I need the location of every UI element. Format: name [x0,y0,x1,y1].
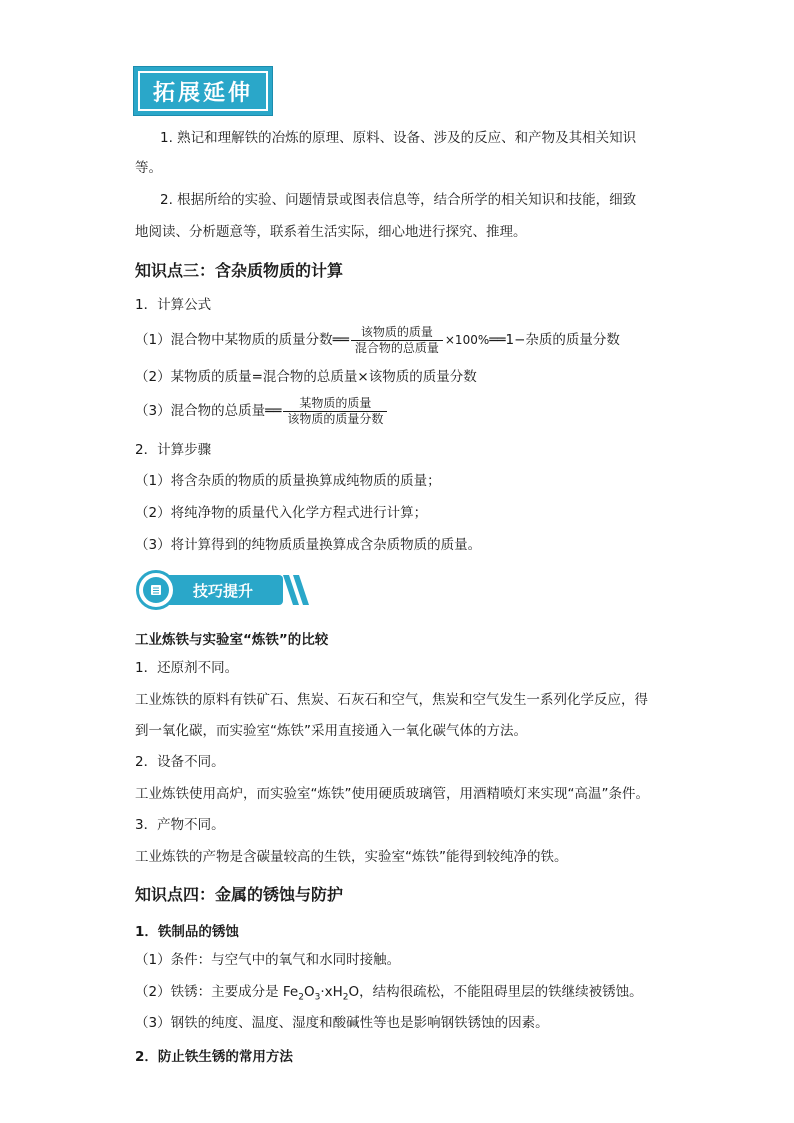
formula-3-denominator: 该物质的质量分数 [283,411,387,427]
skill-circle [136,570,176,610]
compare-point-1-line-2: 到一氧化碳，而实验室“炼铁”采用直接通入一氧化碳气体的方法。 [135,723,527,739]
compare-point-1-title: 1．还原剂不同。 [135,660,239,676]
formula-1-suffix: ×100% [444,333,490,347]
section-banner [133,66,273,116]
rust-composition: （2）铁锈：主要成分是 $Fe_2O_3\cdot xH_2O$，结构很疏松，不能阻碍里层的铁继续被锈蚀。 [135,984,643,1003]
formula-3 [135,395,389,427]
book-icon [143,577,169,603]
intro-item-2-line-2: 地阅读、分析题意等，联系着生活实际，细心地进行探究、推理。 [135,224,527,240]
formula-2: （2）某物质的质量=混合物的总质量×该物质的质量分数 [135,369,477,385]
banner-title: 拓展延伸 [152,79,253,106]
equals-sign: ══ [489,332,506,348]
step-3: （3）将计算得到的纯物质质量换算成含杂质物质的质量。 [135,537,482,553]
skill-banner [133,570,313,610]
compare-point-1-line-1: 工业炼铁的原料有铁矿石、焦炭、石灰石和空气，焦炭和空气发生一系列化学反应，得 [135,692,648,708]
formula-1-prefix: （1）混合物中某物质的质量分数 [135,332,333,348]
skill-label: 技巧提升 [193,582,254,600]
compare-point-3-title: 3．产物不同。 [135,817,225,833]
rust-condition: （1）条件：与空气中的氧气和水同时接触。 [135,952,401,968]
formula-3-prefix: （3）混合物的总质量 [135,403,266,419]
step-2: （2）将纯净物的质量代入化学方程式进行计算； [135,505,428,521]
compare-point-3-line-1: 工业炼铁的产物是含碳量较高的生铁，实验室“炼铁”能得到较纯净的铁。 [135,849,568,865]
formula-1-fraction [351,325,443,356]
steps-title: 2．计算步骤 [135,442,212,458]
stripe-decoration [283,575,313,605]
compare-title: 工业炼铁与实验室“炼铁”的比较 [135,632,329,648]
prevention-subheading: 2．防止铁生锈的常用方法 [135,1049,293,1065]
rust-suffix: ，结构很疏松，不能阻碍里层的铁继续被锈蚀。 [359,984,643,1000]
step-1: （1）将含杂质的物质的质量换算成纯物质的质量； [135,473,441,489]
formula-1-tail: 1−杂质的质量分数 [505,332,620,348]
compare-point-2-title: 2．设备不同。 [135,754,225,770]
equals-sign: ══ [265,403,282,419]
formula-title: 1．计算公式 [135,297,212,313]
intro-item-2-line-1: 2. 根据所给的实验、问题情景或图表信息等，结合所学的相关知识和技能，细致 [160,192,637,208]
intro-item-1-line-2: 等。 [135,160,162,176]
formula-1-numerator: 该物质的质量 [360,324,433,339]
formula-3-fraction [283,396,387,427]
intro-item-1-line-1: 1. 熟记和理解铁的冶炼的原理、原料、设备、涉及的反应、和产物及其相关知识 [160,130,637,146]
rust-prefix: （2）铁锈：主要成分是 Fe [135,984,299,1000]
rust-factors: （3）钢铁的纯度、温度、湿度和酸碱性等也是影响钢铁锈蚀的因素。 [135,1015,549,1031]
formula-3-numerator: 某物质的质量 [299,395,372,410]
rust-subheading: 1．铁制品的锈蚀 [135,924,239,940]
compare-point-2-line-1: 工业炼铁使用高炉，而实验室“炼铁”使用硬质玻璃管，用酒精喷灯来实现“高温”条件。 [135,786,649,802]
formula-1 [135,324,620,356]
equals-sign: ══ [332,332,349,348]
section-4-heading: 知识点四：金属的锈蚀与防护 [135,885,344,904]
formula-1-denominator: 混合物的总质量 [351,340,443,356]
section-3-heading: 知识点三：含杂质物质的计算 [135,261,344,280]
